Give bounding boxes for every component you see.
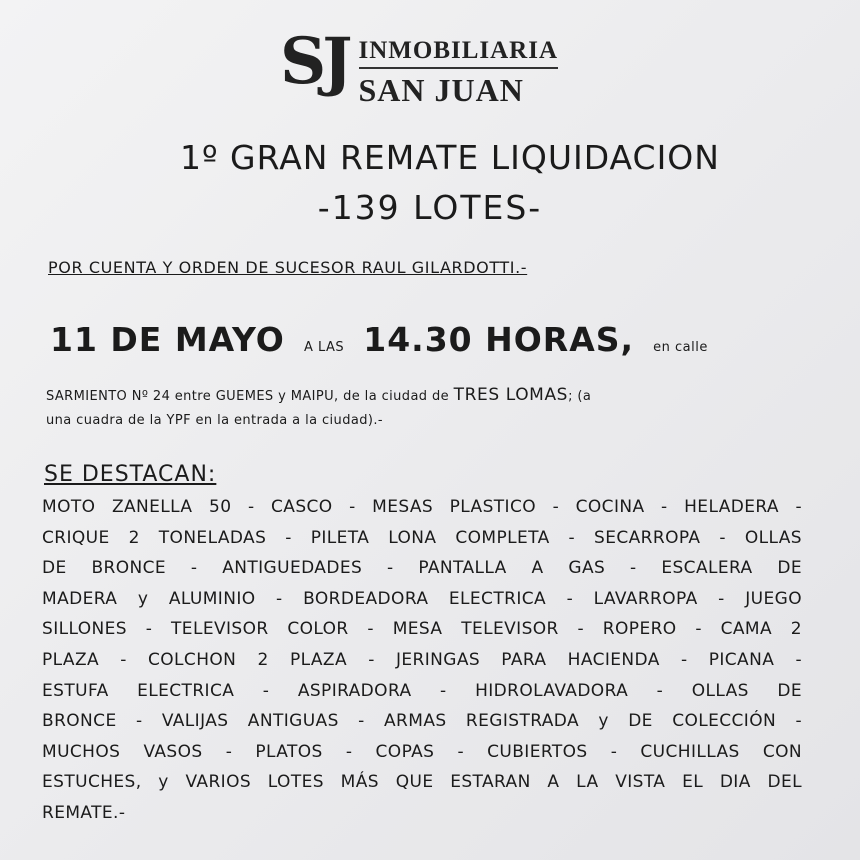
company-logo	[280, 24, 559, 108]
address-start: SARMIENTO Nº 24 entre GUEMES y MAIPU, de la ciudad de	[46, 389, 450, 404]
highlight-line: DE BRONCE - ANTIGUEDADES - PANTALLA A GAS - ESCALERA DE	[42, 558, 802, 579]
highlight-line: MUCHOS VASOS - PLATOS - COPAS - CUBIERTOS - CUCHILLAS CON	[42, 741, 802, 762]
logo-words	[359, 38, 559, 107]
address-line2: una cuadra de la YPF en la entrada a la ciudad).-	[46, 413, 383, 428]
auction-time: 14.30 HORAS,	[363, 320, 635, 359]
highlight-line: ESTUCHES, y VARIOS LOTES MÁS QUE ESTARAN A LA VISTA EL DIA DEL	[42, 772, 802, 793]
title-line2: -139 LOTES-	[317, 188, 543, 227]
highlight-line: MOTO ZANELLA 50 - CASCO - MESAS PLASTICO - COCINA - HELADERA -	[42, 497, 802, 517]
highlight-line: CRIQUE 2 TONELADAS - PILETA LONA COMPLETA - SECARROPA - OLLAS	[42, 527, 802, 548]
date-connector: A LAS	[303, 340, 345, 355]
date-line	[50, 320, 708, 359]
highlights-heading: SE DESTACAN:	[44, 462, 217, 487]
highlight-line: BRONCE - VALIJAS ANTIGUAS - ARMAS REGISTRADA y DE COLECCIÓN -	[42, 711, 802, 732]
highlight-line: REMATE.-	[42, 803, 126, 823]
date-tail: en calle	[653, 340, 708, 355]
title-line1: 1º GRAN REMATE LIQUIDACION	[180, 138, 720, 177]
auction-day: 11 DE MAYO	[50, 320, 285, 359]
logo-line1: INMOBILIARIA	[359, 38, 559, 69]
logo-line2: SAN JUAN	[358, 72, 524, 108]
subtitle: POR CUENTA Y ORDEN DE SUCESOR RAUL GILARDOTTI.-	[48, 258, 528, 277]
address-line1	[46, 385, 591, 405]
highlight-line: ESTUFA ELECTRICA - ASPIRADORA - HIDROLAVADORA - OLLAS DE	[42, 680, 802, 701]
highlight-line: PLAZA - COLCHON 2 PLAZA - JERINGAS PARA HACIENDA - PICANA -	[42, 650, 802, 670]
address-city: TRES LOMAS	[453, 385, 569, 405]
address-end: ; (a	[568, 389, 592, 404]
highlight-line: MADERA y ALUMINIO - BORDEADORA ELECTRICA - LAVARROPA - JUEGO	[42, 588, 802, 609]
logo-mark: SJ	[280, 24, 349, 99]
highlight-line: SILLONES - TELEVISOR COLOR - MESA TELEVISOR - ROPERO - CAMA 2	[42, 619, 802, 640]
